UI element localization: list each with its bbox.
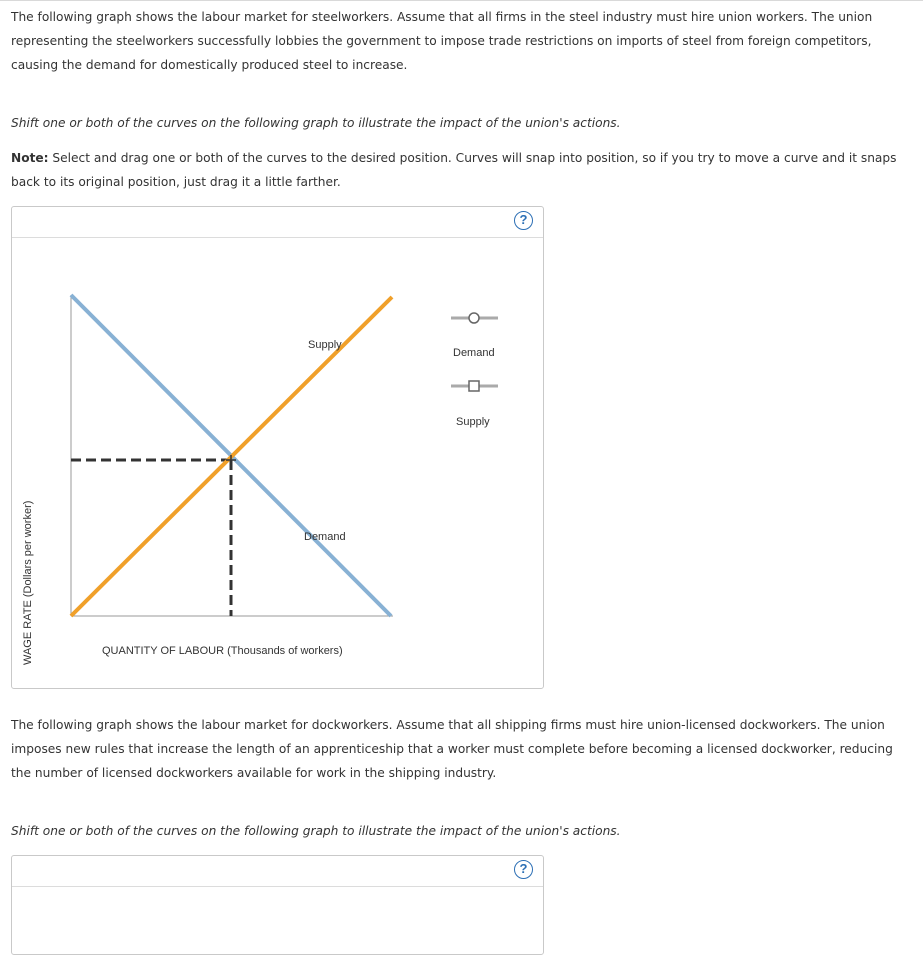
- steelworkers-intro: The following graph shows the labour market for steelworkers. Assume that all firms in the steel industry must hire union workers. The union representing the steelworkers successfully lobbies the government to impose trade restrictions on imports of steel from foreign competitors, causing the demand for domestically produced steel to increase.: [11, 10, 873, 72]
- legend-demand-tool[interactable]: [451, 313, 498, 359]
- demand-curve-label: Demand: [304, 531, 346, 543]
- steelworkers-graph-panel: [11, 206, 544, 689]
- graph-panel-header-2: [12, 856, 543, 887]
- note-text: Select and drag one or both of the curves to the desired position. Curves will snap into position, so if you try to move a curve and it snaps back to its original position, just drag it a little farther.: [11, 151, 897, 189]
- supply-curve-label: Supply: [308, 339, 342, 351]
- top-divider: [0, 0, 923, 1]
- steelworkers-instruction: Shift one or both of the curves on the following graph to illustrate the impact of the union's actions.: [11, 116, 621, 130]
- legend-demand-label: Demand: [453, 347, 495, 359]
- help-icon[interactable]: ?: [514, 211, 533, 230]
- graph-note: [11, 146, 911, 194]
- dockworkers-graph-panel: [11, 855, 544, 955]
- dockworkers-instruction: Shift one or both of the curves on the following graph to illustrate the impact of the union's actions.: [11, 824, 621, 838]
- y-axis-label: WAGE RATE (Dollars per worker): [22, 500, 34, 665]
- help-icon-2[interactable]: ?: [514, 860, 533, 879]
- legend-supply-label: Supply: [456, 416, 490, 428]
- square-marker-icon: [469, 381, 479, 391]
- legend-supply-tool[interactable]: [451, 381, 498, 428]
- x-axis-label: QUANTITY OF LABOUR (Thousands of workers): [102, 645, 343, 657]
- dockworkers-intro: The following graph shows the labour market for dockworkers. Assume that all shipping firms must hire union-licensed dockworkers. The union imposes new rules that increase the length of an apprenticeship that a worker must complete before becoming a licensed dockworker, reducing the number of licensed dockworkers available for work in the shipping industry.: [11, 718, 893, 780]
- note-label: Note:: [11, 151, 49, 165]
- steelworkers-graph: [12, 207, 543, 688]
- circle-marker-icon: [469, 313, 479, 323]
